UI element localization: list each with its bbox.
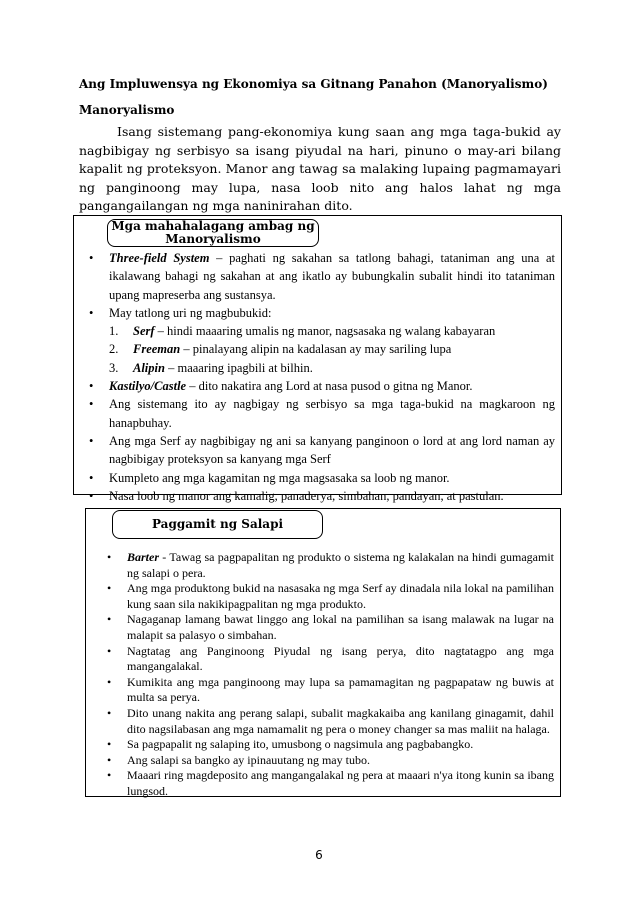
- money-use-box-title-text: Paggamit ng Salapi: [151, 517, 284, 531]
- term: Alipin: [133, 360, 165, 375]
- section-heading: Manoryalismo: [79, 103, 175, 117]
- item-text: Ang mga produktong bukid na nasasaka ng mga Serf ay dinadala nila lokal na pamilihan kung saan sila nakikipagpalitan ng mga produkto.: [127, 581, 554, 611]
- item-text: – dito nakatira ang Lord at nasa pusod o gitna ng Manor.: [186, 379, 473, 394]
- money-use-box-title: [112, 510, 323, 539]
- contributions-box: [73, 215, 562, 503]
- item-number: 3.: [109, 360, 119, 375]
- contributions-box-title-text: Mga mahahalagang ambag ng Manoryalismo: [111, 219, 315, 246]
- list-item: [101, 612, 554, 643]
- item-number: 2.: [109, 342, 119, 357]
- term: Serf: [133, 324, 155, 339]
- list-item: [83, 249, 555, 304]
- list-item: [101, 706, 554, 737]
- item-text: Nasa loob ng manor ang kamalig, panaderya, simbahan, pandayan, at pastulan.: [109, 488, 504, 503]
- contributions-box-title: [107, 219, 319, 247]
- list-item: [101, 753, 554, 769]
- item-text: Kumpleto ang mga kagamitan ng mga magsasaka sa loob ng manor.: [109, 470, 450, 485]
- item-text: Sa pagpapalit ng salaping ito, umusbong o nagsimula ang pagbabangko.: [127, 737, 474, 752]
- page-title: Ang Impluwensya ng Ekonomiya sa Gitnang Panahon (Manoryalismo): [79, 77, 548, 91]
- item-text: May tatlong uri ng magbubukid:: [109, 305, 272, 320]
- list-item: [83, 469, 555, 487]
- numbered-item: [109, 322, 555, 340]
- list-item: [83, 377, 555, 395]
- numbered-item: [109, 340, 555, 358]
- list-item: [83, 304, 555, 377]
- list-item: [101, 644, 554, 675]
- page-number: 6: [315, 848, 323, 862]
- item-text: Dito unang nakita ang perang salapi, subalit magkakaiba ang kanilang ginagamit, dahil dito nagsilabasan ang mga namamalit ng pera o money changer sa mas maliit na halaga.: [127, 705, 554, 736]
- list-item: [101, 675, 554, 706]
- money-use-box: [85, 508, 561, 797]
- item-text: Ang mga Serf ay nagbibigay ng ani sa kanyang panginoon o lord at ang lord naman ay nagbibigay proteksyon sa kanyang mga Serf: [109, 433, 555, 467]
- term: Three-field System: [109, 251, 210, 265]
- list-item: [83, 487, 555, 505]
- list-item: [101, 550, 554, 581]
- item-text: Kumikita ang mga panginoong may lupa sa pamamagitan ng pagpapataw ng buwis at multa sa perya.: [127, 674, 554, 705]
- item-text: – hindi maaaring umalis ng manor, nagsasaka ng walang kabayaran: [154, 324, 496, 339]
- item-text: Ang salapi sa bangko ay ipinauutang ng may tubo.: [127, 752, 370, 767]
- item-text: – paghati ng sakahan sa tatlong bahagi, tataniman ang una at ikalawang bahagi ng sakahan at ang ikatlo ay bubungkalin subalit hindi ito tataniman upang mapreserba ang sustansya.: [109, 251, 555, 302]
- farmer-types-list: [109, 322, 555, 377]
- list-item: [83, 432, 555, 469]
- item-text: Maaari ring magdeposito ang mangangalakal ng pera at maaari n'ya itong kunin sa ibang lungsod.: [127, 768, 554, 798]
- item-text: – pinalayang alipin na kadalasan ay may sariling lupa: [180, 342, 452, 357]
- term: Kastilyo/Castle: [109, 379, 187, 394]
- intro-paragraph: Isang sistemang pang-ekonomiya kung saan ang mga taga-bukid ay nagbibigay ng serbisyo sa isang piyudal na hari, pinuno o may-ari bilang kapalit ng proteksyon. Manor ang tawag sa malaking lupaing pagmamayari ng panginoong may lupa, nasa loob nito ang halos lahat ng mga pangangailangan ng mga naninirahan dito.: [79, 124, 561, 214]
- numbered-item: [109, 359, 555, 377]
- term: Barter: [127, 550, 160, 564]
- money-use-list: [101, 550, 554, 800]
- item-text: - Tawag sa pagpapalitan ng produkto o sistema ng kalakalan na hindi gumagamit ng salapi o pera.: [127, 550, 554, 580]
- item-text: – maaaring ipagbili at bilhin.: [164, 360, 313, 375]
- list-item: [83, 395, 555, 432]
- term: Freeman: [133, 342, 181, 357]
- item-text: Nagaganap lamang bawat linggo ang lokal na pamilihan sa isang malawak na lugar na malapit sa palasyo o simbahan.: [127, 612, 554, 642]
- list-item: [101, 581, 554, 612]
- item-number: 1.: [109, 324, 119, 339]
- contributions-list: [83, 249, 555, 505]
- list-item: [101, 737, 554, 753]
- item-text: Ang sistemang ito ay nagbigay ng serbisyo sa mga taga-bukid na magkaroon ng hanapbuhay.: [109, 397, 555, 430]
- item-text: Nagtatag ang Panginoong Piyudal ng isang perya, dito nagtatagpo ang mga mangangalakal.: [127, 643, 554, 674]
- list-item: [101, 768, 554, 799]
